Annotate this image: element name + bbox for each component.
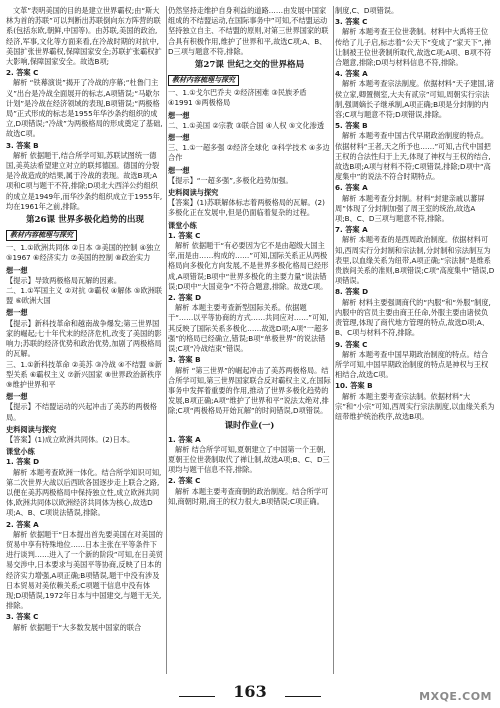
subheading: 想一想 xyxy=(6,308,28,318)
answer-line: 3. 答案 C xyxy=(335,17,368,27)
answer-line: 10. 答案 B xyxy=(335,381,373,391)
subheading: 想一想 xyxy=(168,133,190,143)
watermark: MXQE.COM xyxy=(419,689,492,703)
text-paragraph: 文革”表明美国的目的是建立世界霸权;由“斯大林为首的苏联”可以判断出苏联倒向东方阵营的联系(包括东欧,朝鲜,中国等)。由苏联,美国的政治,经济,军事,文化等方面来看,在冷战时期的对抗中,美国扩张世界霸权,保障国家安全;苏联扩张霸权扩大影响,保障国家安全。故选B项; xyxy=(6,6,162,67)
text-paragraph: 【答案】(1)苏联解体标志着两极格局的瓦解。(2)多极化正在发展中,但是仍面临着复杂的过程。 xyxy=(168,198,325,218)
answer-line: 5. 答案 B xyxy=(335,121,368,131)
text-paragraph: 【答案】(1)成立欧洲共同体。(2)日本。 xyxy=(6,434,135,444)
text-paragraph: 解析 “铁幕演说”揭开了冷战的序幕;“杜鲁门主义”出台是冷战全面展开的标志,A项错误;“马歇尔计划”是冷战在经济领域的表现,B项错误;“两极格局”正式形成的标志是1955年华沙条约组织的成立,D项错误;“冷战”为两极格局的形成奠定了基础,故选C项。 xyxy=(6,78,163,139)
text-paragraph: 三、1.①新科技革命 ②美苏 ③冷战 ④不结盟 ⑤新型关系 ⑥霸权主义 ⑦新兴国家 ⑧世界政治新秩序 ⑨维护世界和平 xyxy=(6,359,163,389)
text-paragraph: 二、1.①军国主义 ②对抗 ③霸权 ④解体 ⑤欧洲联盟 ⑥欧洲大国 xyxy=(6,286,163,306)
lesson-title: 第27课 世纪之交的世界格局 xyxy=(194,60,305,71)
homework-title: 课时作业(一) xyxy=(224,419,275,430)
text-paragraph: 解析 本题考查宗法制度。依据材料“天子建国,诸侯立家,卿置侧室,大夫有贰宗”可知,周朝实行宗法制,强调嫡长子继承制,A项正确;B项是分封制的内容;C项与题意不符;D项错误,排除。 xyxy=(335,79,495,120)
text-paragraph: 二、1.①美国 ②宗教 ③联合国 ④人权 ⑤文化渗透 xyxy=(168,120,325,130)
text-paragraph: 【提示】导致两极格局瓦解的因素。 xyxy=(6,275,122,285)
text-paragraph: 解析 “第三世界”的崛起冲击了美苏两极格局。结合所学可知,第三世界国家联合反对霸权主义,在国际事务中发挥着重要的作用,推动了世界多极化趋势的发展,B项正确;A项“维护了世界和平”说法太绝对,排除;C项“两极格局开始瓦解”的时间错误,D项错误。 xyxy=(168,365,331,416)
text-paragraph: 解析 依据题干,结合所学可知,苏联试图统一德国,美英法希望建立对立的联邦德国。德国的分裂是冷战造成的结果,属于冷战的表现。故选B项;A项和C项与题干不符,排除;D项北大西洋公约组织的成立是1949年,而华沙条约组织成立于1955年,均在1961年之前,排除。 xyxy=(6,150,163,211)
text-paragraph: 解析 本题考查的是西周政治制度。依据材料可知,西周实行分封制和宗法制,分封制和宗法制互为表里,以血缘关系为纽带,A项正确;“宗法制”是维系贵族间关系的准则,B项错误;C项“高度集中”错误,D项错误。 xyxy=(335,235,495,286)
text-paragraph: 解析 本题考查中国古代早期政治制度的特点。依据材料“王者,天之所予也……”可知,古代中国把王权的合法性归于上天,体现了神权与王权的结合,故选B项;A项与材料不符;C项错误,排除;D项中“高度集中”的说法不符合时期特点。 xyxy=(335,131,491,182)
text-paragraph: 三、1.①一超多强 ②经济全球化 ③科学技术 ④多边合作 xyxy=(168,143,330,163)
answer-line: 3. 答案 B xyxy=(6,140,39,150)
answer-line: 1. 答案 D xyxy=(6,457,40,467)
answer-line: 8. 答案 D xyxy=(335,287,369,297)
text-paragraph: 解析 本题主要考查新型国际关系。依据题干“……以平等协商的方式……共同应对……”可知,其反映了国际关系多极化……故选D项;A项“一超多强”的格局已经确立,错误;B项“单极世界”的说法错误;C项“冷战结束”错误。 xyxy=(168,303,329,354)
column-divider xyxy=(333,6,334,674)
subheading: 史料阅读与探究 xyxy=(6,424,57,434)
text-paragraph: 解析 本题考查王位世袭制。材料中大禹将王位传给了儿子启,标志着“公天下”变成了“家天下”,禅让制被王位世袭制所取代,故选C项;A项、B项不符合题意,排除;D项与材料信息不符,排除。 xyxy=(335,27,492,68)
subheading: 想一想 xyxy=(168,165,190,175)
text-paragraph: 仍然坚持走维护自身利益的道路……由发展中国家组成的不结盟运动,在国际事务中”可知,不结盟运动坚持独立自主、不结盟的原则,对第三世界国家的联合具有积极作用,维护了世界和平,故选C项;A、B、D三项与题意不符,排除。 xyxy=(168,6,329,56)
text-paragraph: 制度,C、D项错误。 xyxy=(335,6,399,15)
text-paragraph: 解析 本题考查分封制。材料“封建亲戚以蕃屏周”体现了分封制加强了周王室的统治,故选A项;B、C、D三项与题意不符,排除。 xyxy=(335,193,485,224)
subheading: 课堂小练 xyxy=(168,220,197,230)
section-tag: 教材内容梳理与探究 xyxy=(6,230,77,241)
subheading: 想一想 xyxy=(6,265,28,275)
text-paragraph: 【提示】新科技革命和越南战争爆发;第三世界国家的崛起;七十年代末的经济危机,改变了美国的影响力;苏联的经济优势和政治优势,加剧了两极格局的瓦解。 xyxy=(6,318,162,359)
subheading: 想一想 xyxy=(168,110,190,120)
text-paragraph: 解析 材料主要强调商代的“内服”和“外服”制度,内服中的官员主要由商王任命,外服主要由诸侯负责管理,体现了商代地方管理的特点,故选D项;A、B、C项与材料不符,排除。 xyxy=(335,297,491,338)
answer-line: 2. 答案 D xyxy=(168,293,202,303)
answer-line: 3. 答案 B xyxy=(168,355,201,365)
answer-line: 2. 答案 C xyxy=(168,476,201,486)
answer-line: 7. 答案 A xyxy=(335,225,368,235)
column-middle xyxy=(168,6,331,674)
text-paragraph: 解析 依据题干“大多数发展中国家的联合 xyxy=(13,622,142,632)
answer-line: 3. 答案 C xyxy=(6,612,39,622)
text-paragraph: 解析 依据题干“有必要因为它不是由超级大国主宰,而是由……构成的……”可知,国际关系正从两极格局向多极化方向发展,不是世界多极化格局已经形成,A项错误;B项中“世界多极化的主要力量”说法错误;D项中“大国竞争”不符合题意,排除。故选C项。 xyxy=(168,241,329,291)
answer-line: 6. 答案 A xyxy=(335,183,368,193)
text-paragraph: 解析 结合所学可知,夏朝建立了中国第一个王朝,夏朝王位世袭制取代了禅让制,故选A项;B、C、D三项均与题干信息不符,排除。 xyxy=(168,444,330,475)
answer-line: 9. 答案 C xyxy=(335,339,368,349)
text-paragraph: 解析 依据题干“日本提出首先要美国在对美国的贸易中享有特殊地位……日本主张在平等条件下进行谈判……进入了一个新的阶段”可知,在日美贸易交涉中,日本要求与美国平等协商,反映了日本的经济实力增强,A项正确;B项错误,题干中没有涉及日本贸易对美依赖关系;C项题干信息中没有体现;D项错误,1972年日本与中国建交,与题干无关,排除。 xyxy=(6,529,163,611)
text-paragraph: 解析 本题考查欧洲一体化。结合所学知识可知,第二次世界大战以后西欧各国逐步走上联合之路,以便在美苏两极格局中保持独立性,成立欧洲共同体,欧洲共同体以欧洲经济共同体为核心,故选D项;A、B、C项说法错误,排除。 xyxy=(6,467,162,518)
subheading: 想一想 xyxy=(6,392,28,402)
answer-line: 2. 答案 A xyxy=(6,519,39,529)
answer-line: 1. 答案 A xyxy=(168,434,201,444)
section-tag: 教材内容梳理与探究 xyxy=(168,75,239,86)
answer-line: 4. 答案 A xyxy=(335,69,368,79)
column-left xyxy=(6,6,164,674)
text-paragraph: 一、1.①戈尔巴乔夫 ②经济困难 ③民族矛盾 ④1991 ⑤两极格局 xyxy=(168,88,307,108)
text-paragraph: 解析 本题考查中国早期政治制度的特点。结合所学可知,中国早期政治制度的特点是神权与王权相结合,故选C项。 xyxy=(335,349,489,380)
column-divider xyxy=(166,6,167,674)
subheading: 课堂小练 xyxy=(6,447,35,457)
text-paragraph: 【提示】不结盟运动的兴起冲击了美苏的两极格局。 xyxy=(6,402,157,422)
answer-line: 2. 答案 C xyxy=(6,68,39,78)
text-paragraph: 一、1.①欧洲共同体 ②日本 ③美国的控制 ④独立 ⑤1967 ⑥经济实力 ⑦美国的控制 ⑧政治实力 xyxy=(6,243,161,263)
text-paragraph: 解析 本题主要考查商朝的政治制度。结合所学可知,商朝时期,商王的权力很大,B项错误;C项正确。 xyxy=(168,486,329,506)
text-paragraph: 解析 本题主要考查宗法制。依据材料“大宗”和“小宗”可知,西周实行宗法制度,以血缘关系为纽带维护统治秩序,故选B项。 xyxy=(335,391,495,421)
subheading: 史料阅读与探究 xyxy=(168,188,219,198)
answer-line: 1. 答案 C xyxy=(168,230,201,240)
lesson-title: 第26课 世界多极化趋势的出现 xyxy=(25,215,145,226)
page-number: 163 xyxy=(215,687,284,697)
column-right xyxy=(335,6,495,674)
text-paragraph: 【提示】“一超多强”,多极化趋势加强。 xyxy=(168,175,293,185)
